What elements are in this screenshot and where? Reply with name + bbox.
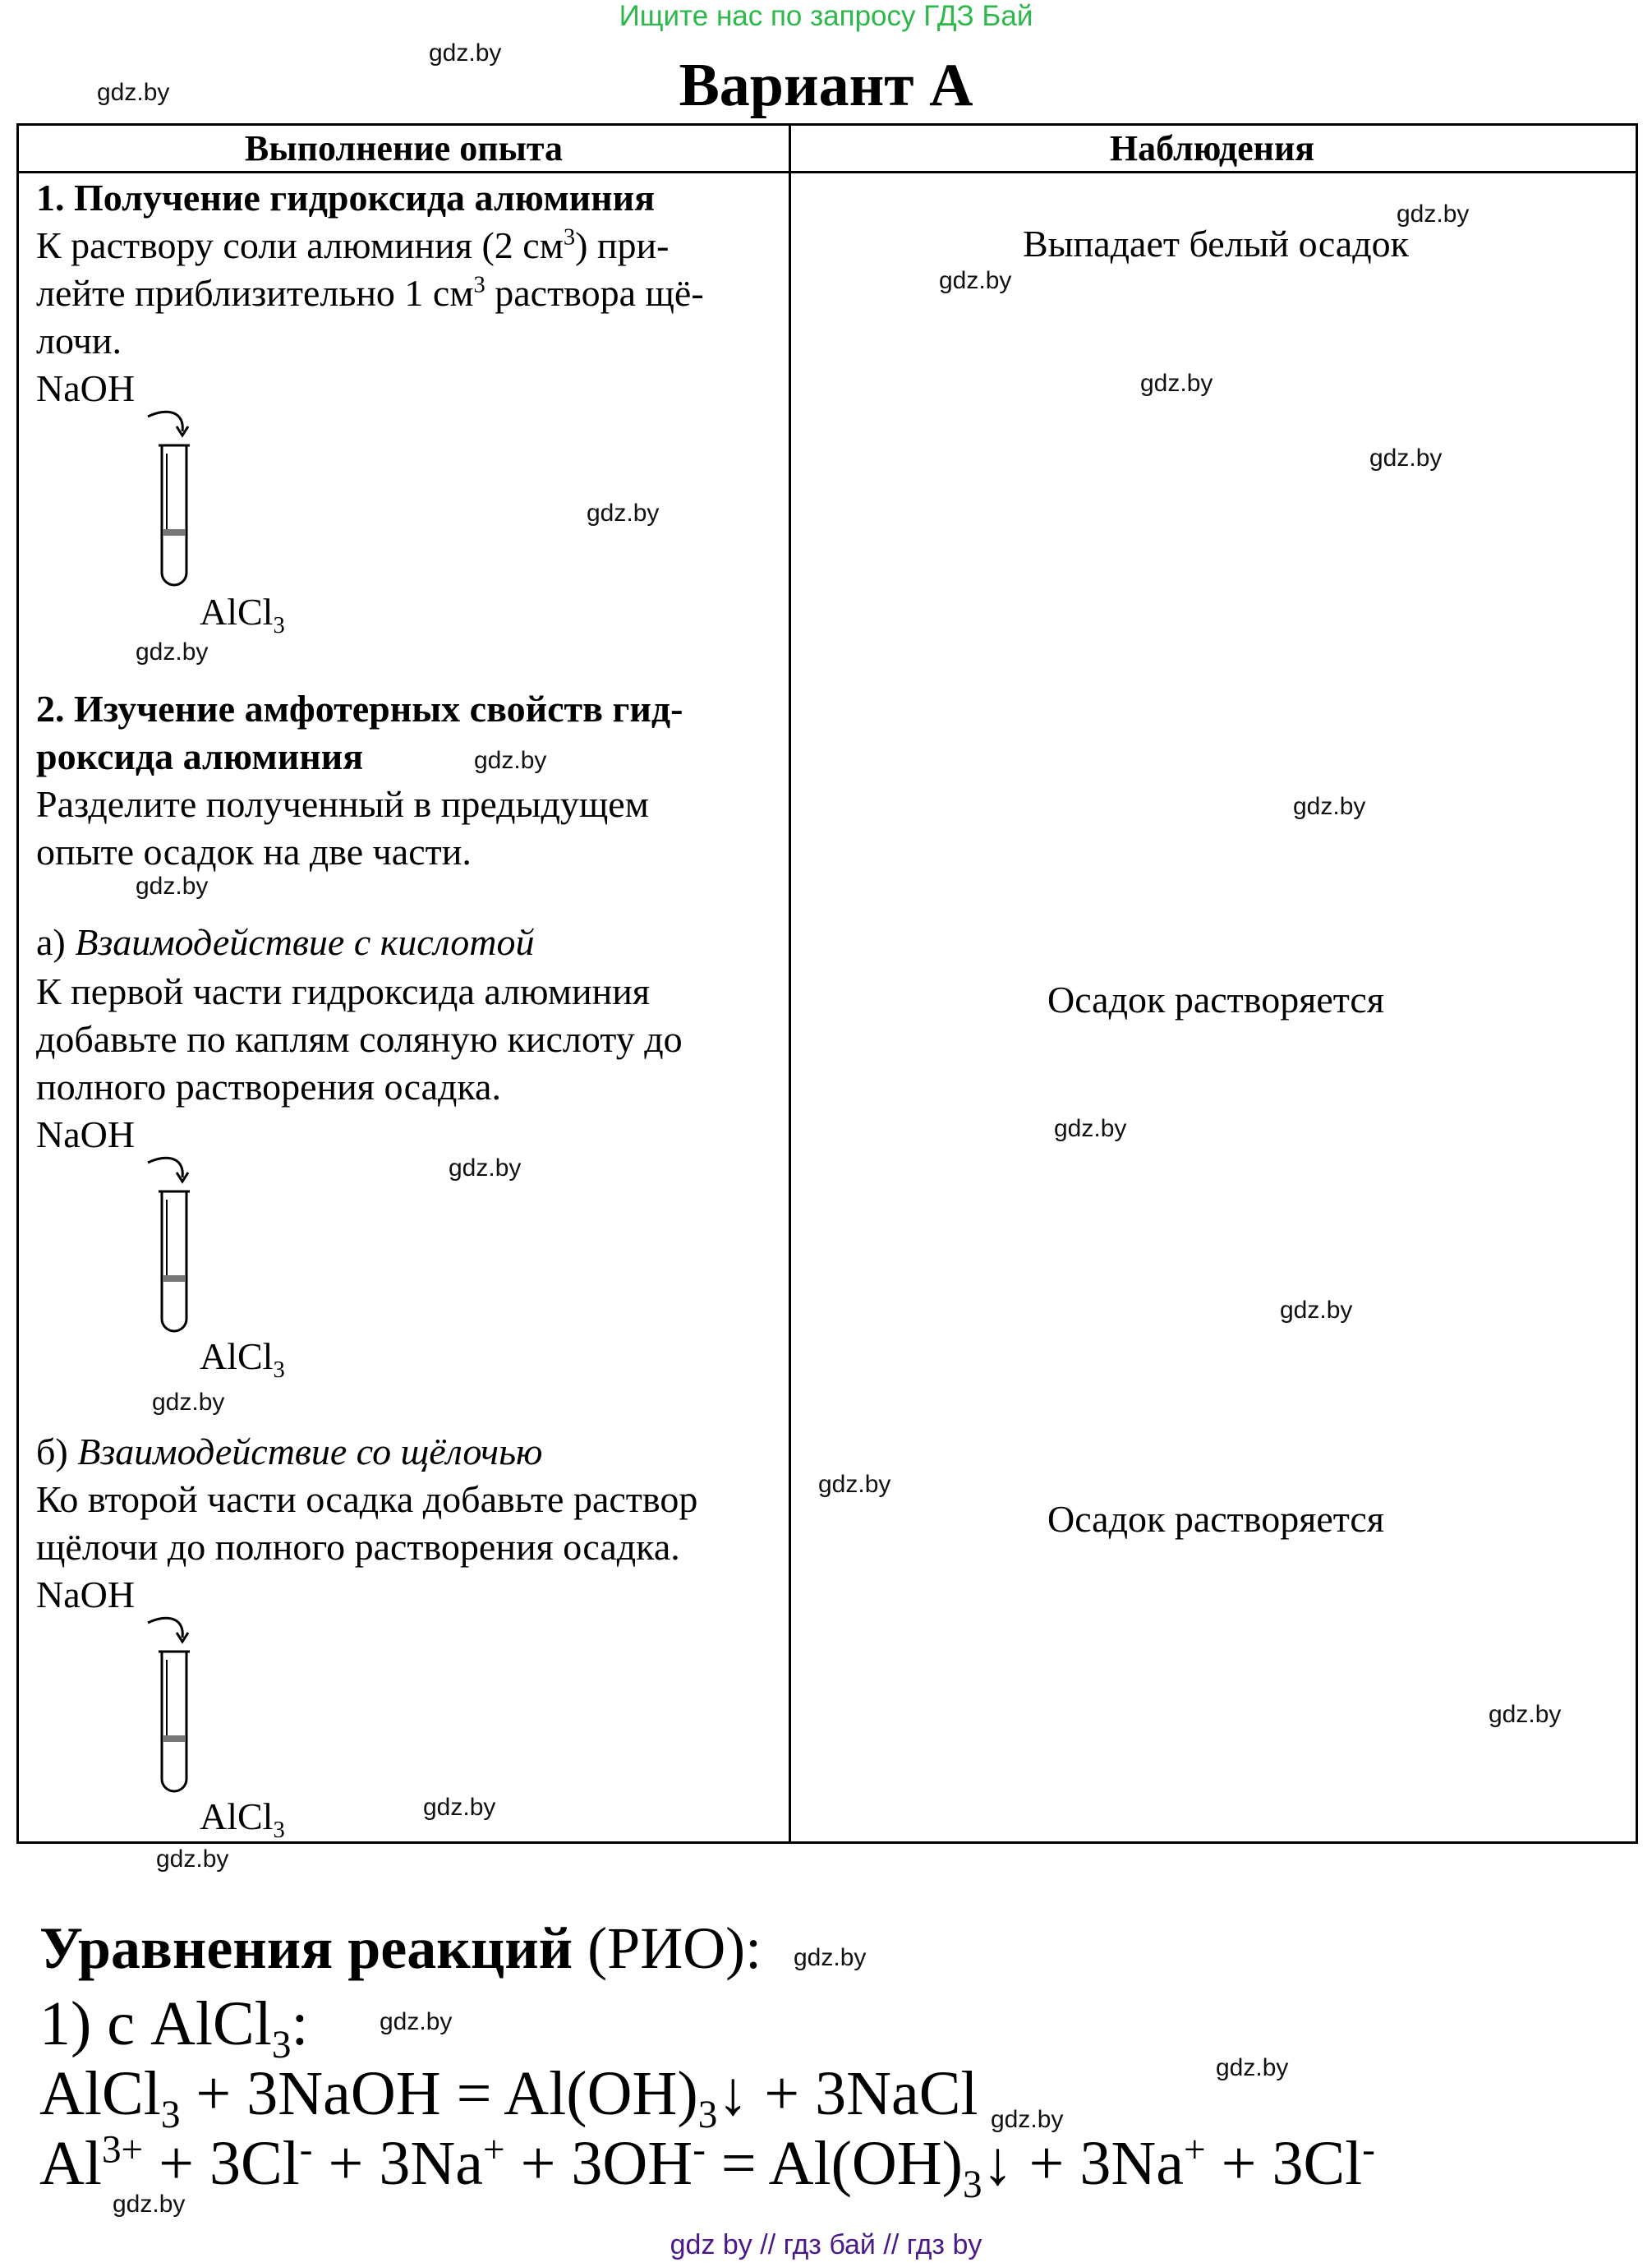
exp2b-sample-label: AlCl$_3$	[200, 1795, 285, 1844]
watermark: gdz.by	[474, 747, 547, 774]
watermark: gdz.by	[939, 267, 1012, 294]
test-tube-icon	[144, 1154, 201, 1339]
watermark: gdz.by	[1369, 445, 1443, 472]
top-banner[interactable]: Ищите нас по запросу ГДЗ Бай	[619, 0, 1033, 32]
ionic-equation: $Al^{3+} + 3Cl^- + 3Na^+ + 3OH^-$ = $Al(OH)_3↓ + 3Na^+ + 3Cl^-$	[39, 2128, 1375, 2207]
watermark: gdz.by	[1280, 1297, 1353, 1324]
watermark: gdz.by	[136, 638, 209, 666]
page-title: Вариант А	[679, 52, 973, 119]
exp1-heading: 1. Получение гидроксида алюминия	[36, 177, 656, 219]
footer-links[interactable]: gdz by // гдз бай // гдз by	[670, 2229, 982, 2260]
exp1-text-line3: лочи.	[36, 320, 122, 362]
exp1-observation: Выпадает белый осадок	[1023, 223, 1409, 265]
table-header-divider	[16, 171, 1638, 173]
exp2b-text-line2: щёлочи до полного растворения осадка.	[36, 1526, 680, 1568]
exp1-sample-label: AlCl$_3$	[200, 591, 285, 639]
watermark: gdz.by	[1216, 2054, 1289, 2081]
test-tube-icon	[144, 1615, 201, 1799]
exp2a-text-line3: полного растворения осадка.	[36, 1066, 501, 1108]
exp2a-sample-label: AlCl$_3$	[200, 1335, 285, 1384]
exp2a-title: а) Взаимодействие с кислотой	[36, 921, 535, 963]
column-header-procedure: Выполнение опыта	[244, 128, 564, 168]
watermark: gdz.by	[1397, 200, 1470, 228]
watermark: gdz.by	[429, 39, 502, 67]
test-tube-icon	[144, 408, 201, 593]
watermark: gdz.by	[136, 873, 209, 900]
exp2b-text-line1: Ко второй части осадка добавьте раствор	[36, 1478, 698, 1520]
watermark: gdz.by	[991, 2106, 1064, 2133]
exp2-text-line2: опыте осадок на две части.	[36, 831, 472, 873]
exp2b-observation: Осадок растворяется	[1047, 1498, 1385, 1540]
exp1-text-line2: лейте приблизительно 1 $см^3$ раствора щё-	[36, 272, 704, 314]
column-header-observations: Наблюдения	[1109, 128, 1315, 168]
exp1-text-line1: К раствору соли алюминия (2 $см^3$) при-	[36, 224, 670, 266]
exp2a-text-line2: добавьте по каплям соляную кислоту до	[36, 1018, 683, 1060]
exp2-heading-line1: 2. Изучение амфотерных свойств гид-	[36, 688, 683, 730]
exp2-text-line1: Разделите полученный в предыдущем	[36, 783, 649, 825]
watermark: gdz.by	[113, 2191, 186, 2218]
exp2a-reagent-label: NaOH	[36, 1113, 136, 1155]
watermark: gdz.by	[423, 1794, 496, 1821]
watermark: gdz.by	[1489, 1701, 1562, 1728]
watermark: gdz.by	[794, 1944, 867, 1971]
watermark: gdz.by	[97, 79, 170, 106]
equations-heading: Уравнения реакций (РИО):	[39, 1915, 762, 1981]
exp1-reagent-label: NaOH	[36, 367, 136, 409]
equation-item-label: 1) с AlCl$_3$:	[39, 1989, 309, 2067]
watermark: gdz.by	[1140, 370, 1213, 397]
exp2a-text-line1: К первой части гидроксида алюминия	[36, 970, 651, 1012]
exp2-heading-line2: роксида алюминия	[36, 735, 364, 777]
molecular-equation: AlCl$_3$ + 3NaOH = $Al(OH)_3↓$ + 3NaCl	[39, 2059, 978, 2137]
watermark: gdz.by	[587, 500, 660, 527]
exp2b-reagent-label: NaOH	[36, 1574, 136, 1615]
watermark: gdz.by	[152, 1389, 225, 1416]
watermark: gdz.by	[156, 1845, 229, 1873]
exp2a-observation: Осадок растворяется	[1047, 979, 1385, 1021]
watermark: gdz.by	[380, 2008, 453, 2035]
watermark: gdz.by	[1054, 1115, 1127, 1142]
watermark: gdz.by	[1293, 793, 1366, 820]
watermark: gdz.by	[818, 1471, 891, 1498]
watermark: gdz.by	[449, 1154, 522, 1182]
exp2b-title: б) Взаимодействие со щёлочью	[36, 1431, 543, 1472]
